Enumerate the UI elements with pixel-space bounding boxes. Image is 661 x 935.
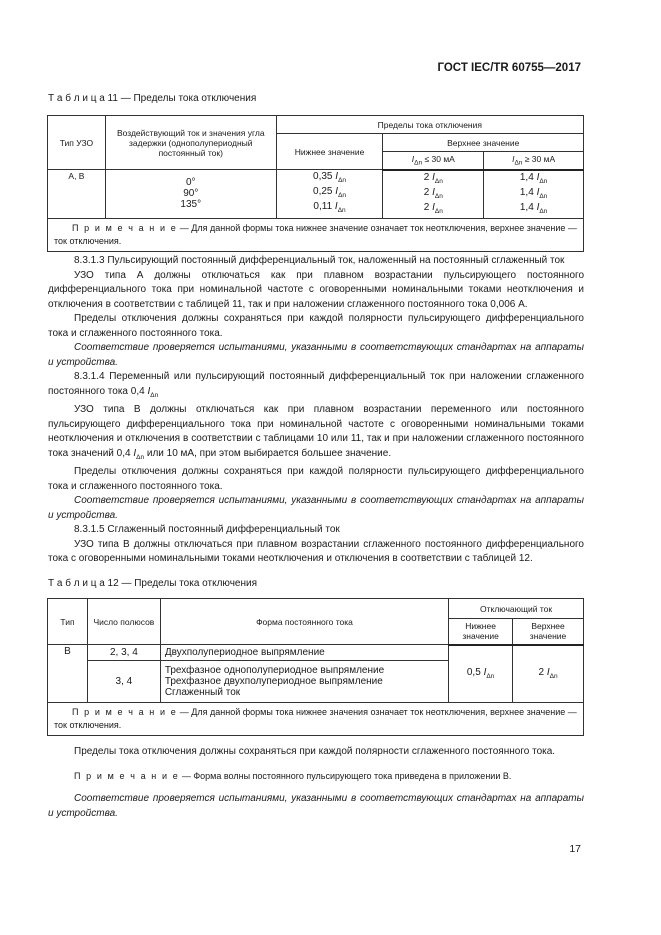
t11-upper-b-values [484,170,584,219]
paragraph: Пределы тока отключения должны сохраняться при каждой полярности сглаженного постоянного тока. [74,746,556,757]
t12-header-form: Форма постоянного тока [160,599,448,645]
paragraph: 8.3.1.5 Сглаженный постоянный дифференциальный ток [74,524,340,535]
t12-form-line: Трехфазное двухполупериодное выпрямление [164,676,383,687]
t11-lower: 0,11 $I_{\Delta n}$ [313,201,346,215]
table11-caption-title: — Пределы тока отключения [117,93,257,104]
t12-note-text: — Для данной формы тока нижнее значения означает ток неотключения, верхнее значение — ток отключения. [54,707,577,730]
t12-header-upper: Верхнее значение [513,619,584,645]
t12-form-2 [160,661,448,703]
t12-row-type: В [48,645,88,703]
t12-upper-value: 2 $I_{\Delta n}$ [513,645,584,703]
paragraph: Соответствие проверяется испытаниями, указанными в соответствующих стандартах на аппараты и устройства. [48,495,584,521]
paragraph: Соответствие проверяется испытаниями, указанными в соответствующих стандартах на аппараты и устройства. [48,342,584,368]
t12-form-line: Трехфазное однополупериодное выпрямление [164,665,385,676]
t12-poles-2: 3, 4 [87,661,160,703]
t11-note-label: П р и м е ч а н и е [72,222,178,233]
t11-angles [105,170,276,219]
t11-header-upper: Верхнее значение [383,134,584,152]
paragraph: УЗО типа В должны отключаться при плавном возрастании сглаженного постоянного дифференциального тока с оговоренными номинальными токами неотключения и отключения в соответствии с таблицей 12. [48,538,584,564]
t11-lower: 0,25 $I_{\Delta n}$ [313,186,347,200]
note2-label: П р и м е ч а н и е [74,770,180,781]
t11-lower-values [276,170,383,219]
t11-upper-b: 1,4 $I_{\Delta n}$ [519,186,548,200]
t11-upper-a: 2 $I_{\Delta n}$ [423,186,443,200]
table-11 [47,115,584,252]
t11-upper-b: 1,4 $I_{\Delta n}$ [519,171,548,185]
paragraph: 8.3.1.3 Пульсирующий постоянный дифференциальный ток, наложенный на постоянный сглаженный ток [74,255,565,266]
t11-upper-a: 2 $I_{\Delta n}$ [423,201,443,215]
t12-note-label: П р и м е ч а н и е [72,707,178,717]
t12-poles-1: 2, 3, 4 [87,645,160,661]
t12-form-1: Двухполупериодное выпрямление [160,645,448,661]
t12-header-poles: Число полюсов [87,599,160,645]
t12-form-line: Сглаженный ток [164,687,241,698]
t11-upper-a-values [383,170,484,219]
paragraph: Пределы отключения должны сохраняться при каждой полярности пульсирующего дифференциального тока и сглаженного постоянного тока. [48,466,584,492]
t11-angle: 90° [183,188,199,200]
table-12 [47,598,584,736]
paragraph: УЗО типа А должны отключаться как при плавном возрастании пульсирующего постоянного дифференциального тока при номинальной частоте с оговоренными номинальными токами неотключения и отключения в соответствии с таблицей 11, так и при наложении сглаженного постоянного тока 0,006 А. [48,269,584,310]
t12-note [48,703,584,736]
t11-angle: 0° [185,177,196,189]
table11-caption-label: Т а б л и ц а 11 [48,93,118,104]
note2-text: — Форма волны постоянного пульсирующего тока приведена в приложении В. [181,770,512,781]
document-header: ГОСТ IEC/TR 60755—2017 [437,62,581,74]
t11-header-type: Тип УЗО [48,116,106,170]
t12-lower-value: 0,5 $I_{\Delta n}$ [449,645,513,703]
paragraph: Соответствие проверяется испытаниями, указанными в соответствующих стандартах на аппараты и устройства. [48,793,584,819]
t11-note-text: — Для данной формы тока нижнее значение означает ток неотключения, верхнее значение — ток отключения. [54,222,577,246]
table12-caption [48,578,257,589]
body-section-2 [48,745,584,821]
paragraph: УЗО типа В должны отключаться как при плавном возрастании переменного или постоянного пульсирующего дифференциального тока при номинальной частоте с оговоренными номинальными токами неотключения и отключения в соответствии с таблицами 10 или 11, так и при наложении сглаженного постоянного тока значений 0,4 $I_{\Delta n}$ или 10 мА, при этом выбирается большее значение. [48,404,584,461]
t11-header-limits: Пределы тока отключения [276,116,583,134]
table11-caption [48,93,256,104]
t11-header-upper-a: $I_{\Delta n} \le 30$ мА [383,152,484,170]
t11-upper-b: 1,4 $I_{\Delta n}$ [519,201,548,215]
t12-header-trip: Отключающий ток [449,599,584,619]
t12-header-lower: Нижнее значение [449,619,513,645]
t11-header-lower: Нижнее значение [276,134,383,170]
body-section-1 [48,254,584,567]
paragraph: 8.3.1.4 Переменный или пульсирующий постоянный дифференциальный ток при наложении сглаженного постоянного тока 0,4 $I_{\Delta n}$ [48,371,584,399]
table12-caption-label: Т а б л и ц а 12 [48,578,119,589]
page-number: 17 [569,843,581,855]
table12-caption-title: — Пределы тока отключения [118,578,257,589]
t11-row-type: А, В [48,170,106,219]
t11-header-effect: Воздействующий ток и значения угла задержки (однополупериодный постоянный ток) [105,116,276,170]
t11-upper-a: 2 $I_{\Delta n}$ [423,171,443,185]
t11-lower: 0,35 $I_{\Delta n}$ [313,171,347,185]
note-paragraph [48,769,584,784]
t11-header-upper-b: $I_{\Delta n} \ge 30$ мА [484,152,584,170]
paragraph: Пределы отключения должны сохраняться при каждой полярности пульсирующего дифференциального тока и сглаженного постоянного тока. [48,313,584,339]
t11-note [48,218,584,251]
t12-header-type: Тип [48,599,88,645]
t11-angle: 135° [180,199,202,211]
